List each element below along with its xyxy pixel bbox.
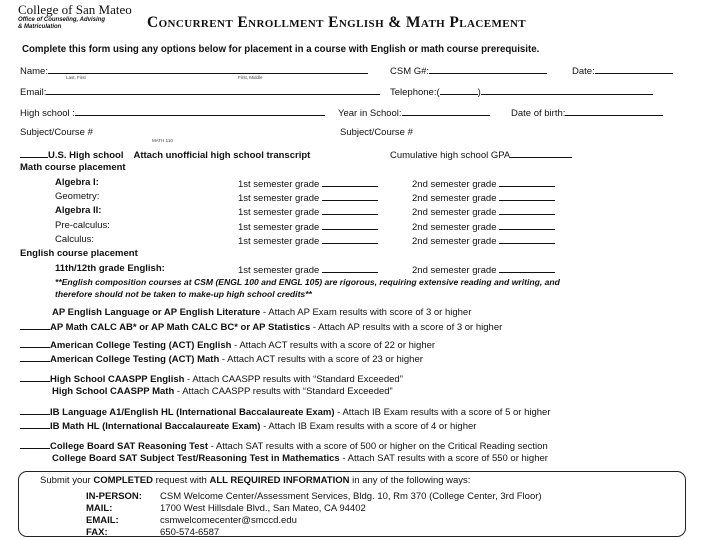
option-label-4: High School CAASPP English <box>50 374 185 385</box>
english-note-1: **English composition courses at CSM (ENGL 100 and ENGL 105) are rigorous, requiring extensive reading and writing, and <box>55 277 560 287</box>
math-sem2-1[interactable] <box>412 191 555 204</box>
math-sem1-label-1: 1st semester grade <box>238 193 320 205</box>
option-text-8: - Attach SAT results with a score of 500 or higher on the Critical Reading section <box>208 441 548 452</box>
option-label-6: IB Language A1/English HL (International Baccalaureate Exam) <box>50 407 335 418</box>
date-field[interactable] <box>572 64 673 77</box>
option-text-0: - Attach AP Exam results with score of 3 or higher <box>260 307 472 318</box>
telephone-paren: ) <box>477 87 481 98</box>
math-sem2-4[interactable] <box>412 234 555 247</box>
option-text-5: - Attach CAASPP results with “Standard Exceeded” <box>174 386 393 397</box>
option-text-2: - Attach ACT results with a score of 22 or higher <box>231 340 436 351</box>
submit-instructions: Submit your COMPLETED request with ALL REQUIRED INFORMATION in any of the following ways: <box>40 475 471 486</box>
option-text-3: - Attach ACT results with a score of 23 or higher <box>219 354 423 365</box>
subject-course-1-note: MATH 110 <box>152 138 173 143</box>
math-sem1-3[interactable] <box>238 220 378 233</box>
contact-value-1: 1700 West Hillsdale Blvd., San Mateo, CA 94402 <box>160 503 366 514</box>
option-text-6: - Attach IB Exam results with a score of 5 or higher <box>334 407 551 418</box>
math-sem2-0[interactable] <box>412 177 555 190</box>
subject-course-1: Subject/Course # <box>20 127 93 138</box>
contact-value-2[interactable]: csmwelcomecenter@smccd.edu <box>160 515 297 526</box>
telephone-field[interactable] <box>390 85 653 98</box>
english-course: 11th/12th grade English: <box>55 263 165 274</box>
math-sem1-label-3: 1st semester grade <box>238 221 320 233</box>
page-title: Concurrent Enrollment English & Math Placement <box>147 14 527 31</box>
english-sem1-label: 1st semester grade <box>238 265 320 276</box>
option-label-2: American College Testing (ACT) English <box>50 340 232 351</box>
math-sem2-label-0: 2nd semester grade <box>412 179 497 190</box>
dob-label: Date of birth: <box>511 108 566 119</box>
option-row-6[interactable] <box>20 405 551 418</box>
math-sem2-3[interactable] <box>412 220 555 233</box>
option-row-4[interactable] <box>20 372 403 385</box>
contact-label-2: EMAIL: <box>86 515 119 526</box>
high-school-field[interactable] <box>20 106 325 119</box>
math-course-4: Calculus: <box>55 233 95 245</box>
math-sem2-2[interactable] <box>412 205 555 218</box>
name-sublabel-2: First, Middle <box>238 75 263 80</box>
math-course-1: Geometry: <box>55 191 100 203</box>
logo-subtitle-1: Office of Counseling, Advising <box>18 17 106 23</box>
hs-transcript-line[interactable] <box>20 148 310 161</box>
intro-text: Complete this form using any options below for placement in a course with English or math course prerequisite. <box>22 44 540 55</box>
math-sem1-label-4: 1st semester grade <box>238 235 320 247</box>
gpa-field[interactable] <box>390 148 572 161</box>
math-sem2-label-3: 2nd semester grade <box>412 221 497 233</box>
gpa-label: Cumulative high school GPA <box>390 150 511 161</box>
math-sem1-1[interactable] <box>238 191 378 204</box>
math-course-2: Algebra II: <box>55 205 102 217</box>
english-sem2-label: 2nd semester grade <box>412 265 497 276</box>
math-sem2-label-4: 2nd semester grade <box>412 235 497 247</box>
math-course-3: Pre-calculus: <box>55 219 110 231</box>
option-label-7: IB Math HL (International Baccalaureate Exam) <box>50 421 261 432</box>
option-row-0[interactable] <box>20 307 471 318</box>
math-heading: Math course placement <box>20 162 126 173</box>
option-row-7[interactable] <box>20 419 476 432</box>
hs-action: Attach unofficial high school transcript <box>133 150 311 161</box>
contact-label-0: IN-PERSON: <box>86 491 142 502</box>
option-row-8[interactable] <box>20 439 548 452</box>
date-label: Date: <box>572 66 595 77</box>
telephone-label: Telephone:( <box>390 87 440 98</box>
math-course-0: Algebra I: <box>55 177 99 188</box>
math-sem1-4[interactable] <box>238 234 378 247</box>
english-note-2: therefore should not be taken to make-up high school credits** <box>55 289 312 299</box>
dob-field[interactable] <box>511 106 663 119</box>
hs-label: U.S. High school <box>48 150 124 161</box>
option-label-5: High School CAASPP Math <box>52 386 175 397</box>
option-row-9[interactable] <box>20 453 548 464</box>
option-label-8: College Board SAT Reasoning Test <box>50 441 209 452</box>
math-sem1-0[interactable] <box>238 177 378 190</box>
math-sem2-label-2: 2nd semester grade <box>412 207 497 219</box>
year-in-school-label: Year in School: <box>338 108 402 119</box>
option-text-4: - Attach CAASPP results with “Standard Exceeded” <box>184 374 403 385</box>
contact-value-0: CSM Welcome Center/Assessment Services, Bldg. 10, Rm 370 (College Center, 3rd Floor) <box>160 491 542 502</box>
option-row-5[interactable] <box>20 386 393 397</box>
option-row-1[interactable] <box>20 320 502 333</box>
name-label: Name: <box>20 66 48 77</box>
option-row-3[interactable] <box>20 352 423 365</box>
year-in-school-field[interactable] <box>338 106 490 119</box>
option-label-3: American College Testing (ACT) Math <box>50 354 220 365</box>
contact-label-1: MAIL: <box>86 503 113 514</box>
option-label-1: AP Math CALC AB* or AP Math CALC BC* or AP Statistics <box>50 322 311 333</box>
contact-value-3: 650-574-6587 <box>160 527 220 538</box>
math-sem1-label-2: 1st semester grade <box>238 207 320 219</box>
math-sem2-label-1: 2nd semester grade <box>412 193 497 205</box>
logo-text: College of San Mateo <box>18 2 132 17</box>
csm-id-field[interactable] <box>390 64 547 77</box>
option-label-9: College Board SAT Subject Test/Reasoning Test in Mathematics <box>52 453 340 464</box>
email-field[interactable] <box>20 85 380 98</box>
english-heading: English course placement <box>20 248 138 259</box>
subject-course-2: Subject/Course # <box>340 127 413 138</box>
math-sem1-label-0: 1st semester grade <box>238 179 320 190</box>
logo-subtitle-2: & Matriculation <box>18 24 62 30</box>
english-sem1[interactable] <box>238 263 378 276</box>
option-row-2[interactable] <box>20 338 435 351</box>
option-text-7: - Attach IB Exam results with a score of 4 or higher <box>260 421 477 432</box>
email-label: Email: <box>20 87 47 98</box>
high-school-label: High school : <box>20 108 75 119</box>
option-label-0: AP English Language or AP English Literature <box>52 307 261 318</box>
contact-label-3: FAX: <box>86 527 108 538</box>
name-sublabel-1: Last, First <box>66 75 86 80</box>
math-sem1-2[interactable] <box>238 205 378 218</box>
english-sem2[interactable] <box>412 263 555 276</box>
option-text-9: - Attach SAT results with a score of 550 or higher <box>339 453 548 464</box>
option-text-1: - Attach AP results with a score of 3 or higher <box>310 322 503 333</box>
csm-id-label: CSM G#: <box>390 66 430 77</box>
